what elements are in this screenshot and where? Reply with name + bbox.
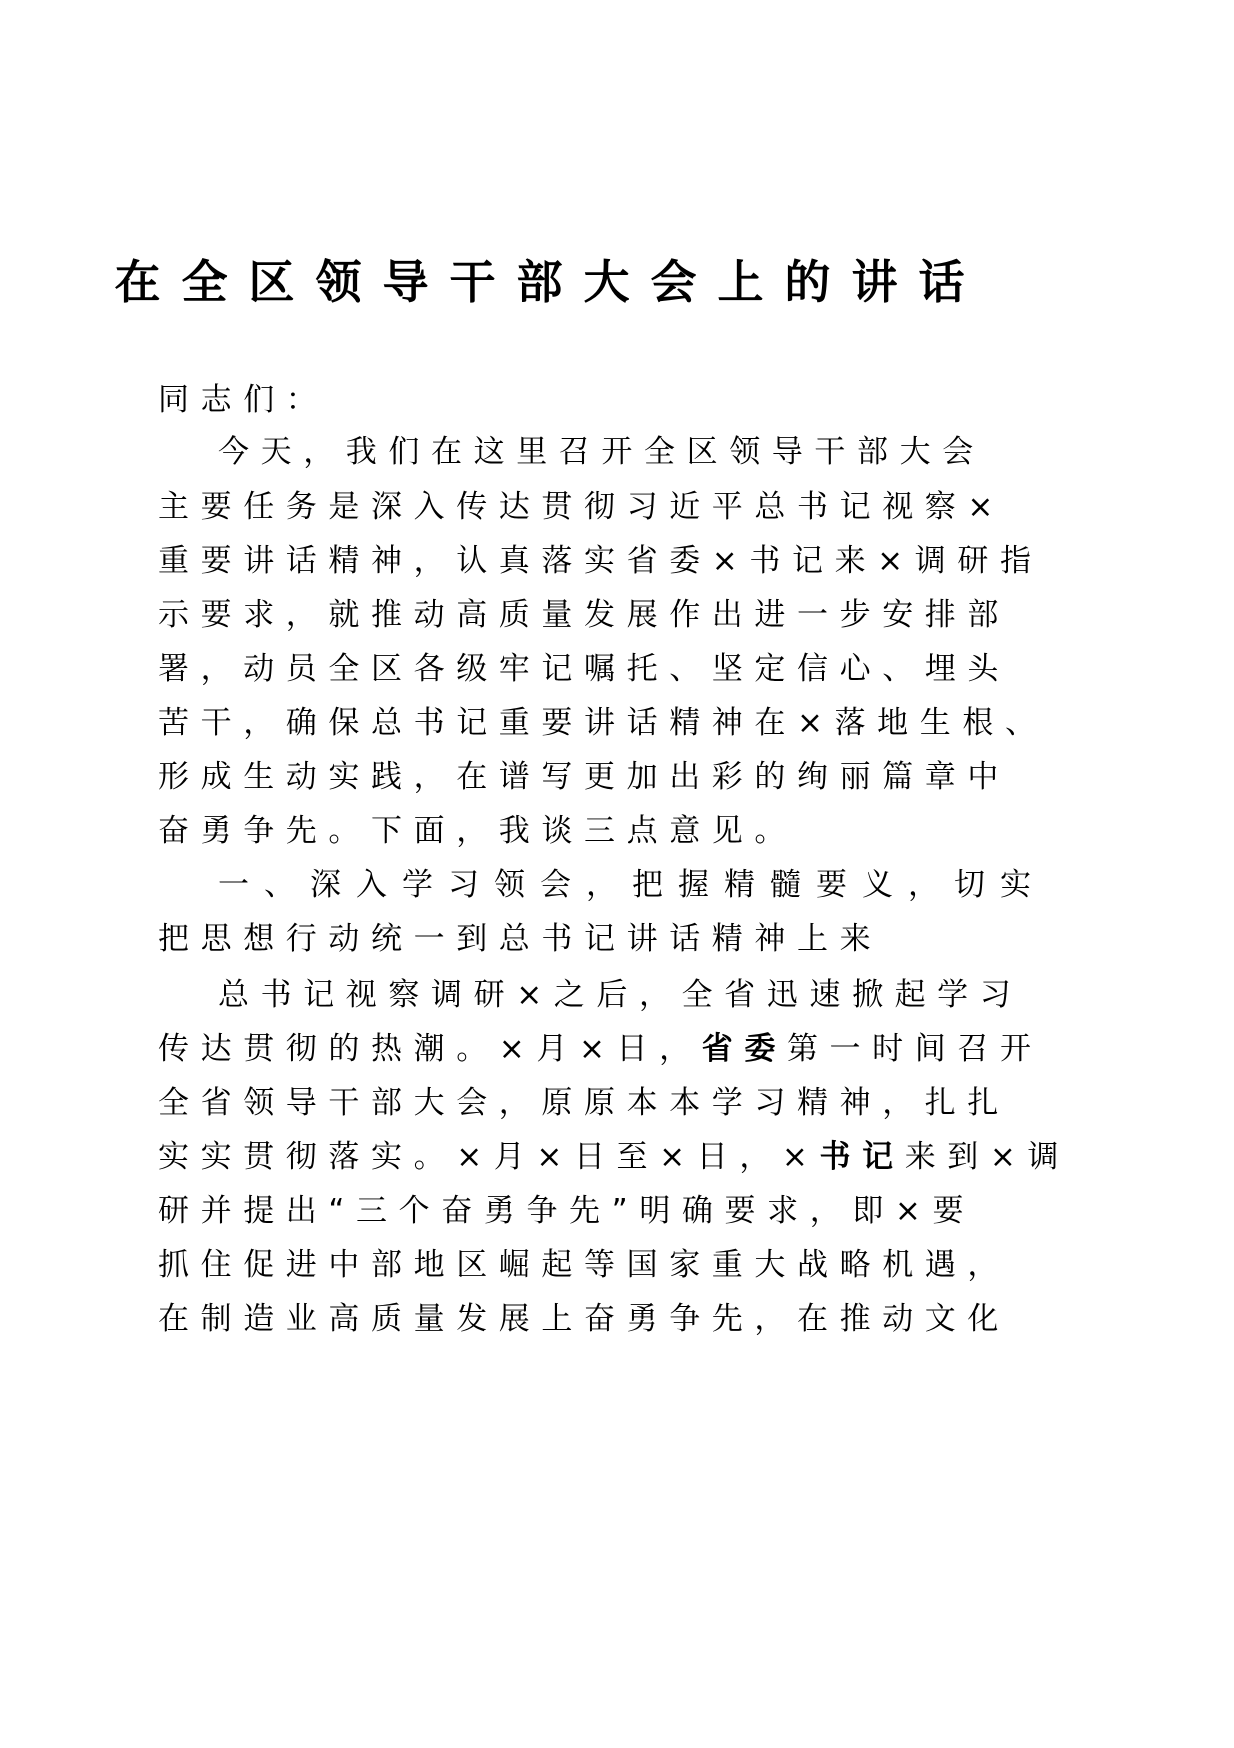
paragraph-line: 示要求，就推动高质量发展作出进一步安排部 <box>158 597 1010 633</box>
paragraph-line: 今天，我们在这里召开全区领导干部大会 <box>218 434 985 470</box>
paragraph-line: 重要讲话精神，认真落实省委×书记来×调研指 <box>158 543 1043 579</box>
paragraph-line: 总书记视察调研×之后，全省迅速掀起学习 <box>218 977 1023 1013</box>
paragraph-line: 署，动员全区各级牢记嘱托、坚定信心、埋头 <box>158 651 1010 687</box>
paragraph-line: 研并提出“三个奋勇争先”明确要求，即×要 <box>158 1193 976 1229</box>
text-segment: 实实贯彻落实。×月×日至×日，× <box>158 1139 820 1175</box>
document-title: 在全区领导干部大会上的讲话 <box>114 255 986 309</box>
paragraph-line: 主要任务是深入传达贯彻习近平总书记视察× <box>158 489 1005 525</box>
salutation: 同志们： <box>158 382 329 418</box>
paragraph-line: 形成生动实践，在谱写更加出彩的绚丽篇章中 <box>158 759 1010 795</box>
text-segment: 来到×调 <box>904 1139 1071 1175</box>
text-segment: 第一时间召开 <box>786 1031 1043 1067</box>
paragraph-line: 奋勇争先。下面，我谈三点意见。 <box>158 813 797 849</box>
bold-text: 省委 <box>701 1031 787 1067</box>
paragraph-line <box>158 1137 1070 1177</box>
bold-text: 书记 <box>819 1139 905 1175</box>
paragraph-line: 全省领导干部大会，原原本本学习精神，扎扎 <box>158 1085 1010 1121</box>
text-segment: 传达贯彻的热潮。×月×日， <box>158 1031 702 1067</box>
section-heading-line-1: 一、深入学习领会，把握精髓要义，切实 <box>218 867 1046 903</box>
paragraph-line <box>158 1029 1043 1069</box>
paragraph-line: 抓住促进中部地区崛起等国家重大战略机遇， <box>158 1247 1010 1283</box>
paragraph-line: 苦干，确保总书记重要讲话精神在×落地生根、 <box>158 705 1048 741</box>
section-heading-line-2: 把思想行动统一到总书记讲话精神上来 <box>158 921 883 957</box>
paragraph-line: 在制造业高质量发展上奋勇争先，在推动文化 <box>158 1301 1010 1337</box>
